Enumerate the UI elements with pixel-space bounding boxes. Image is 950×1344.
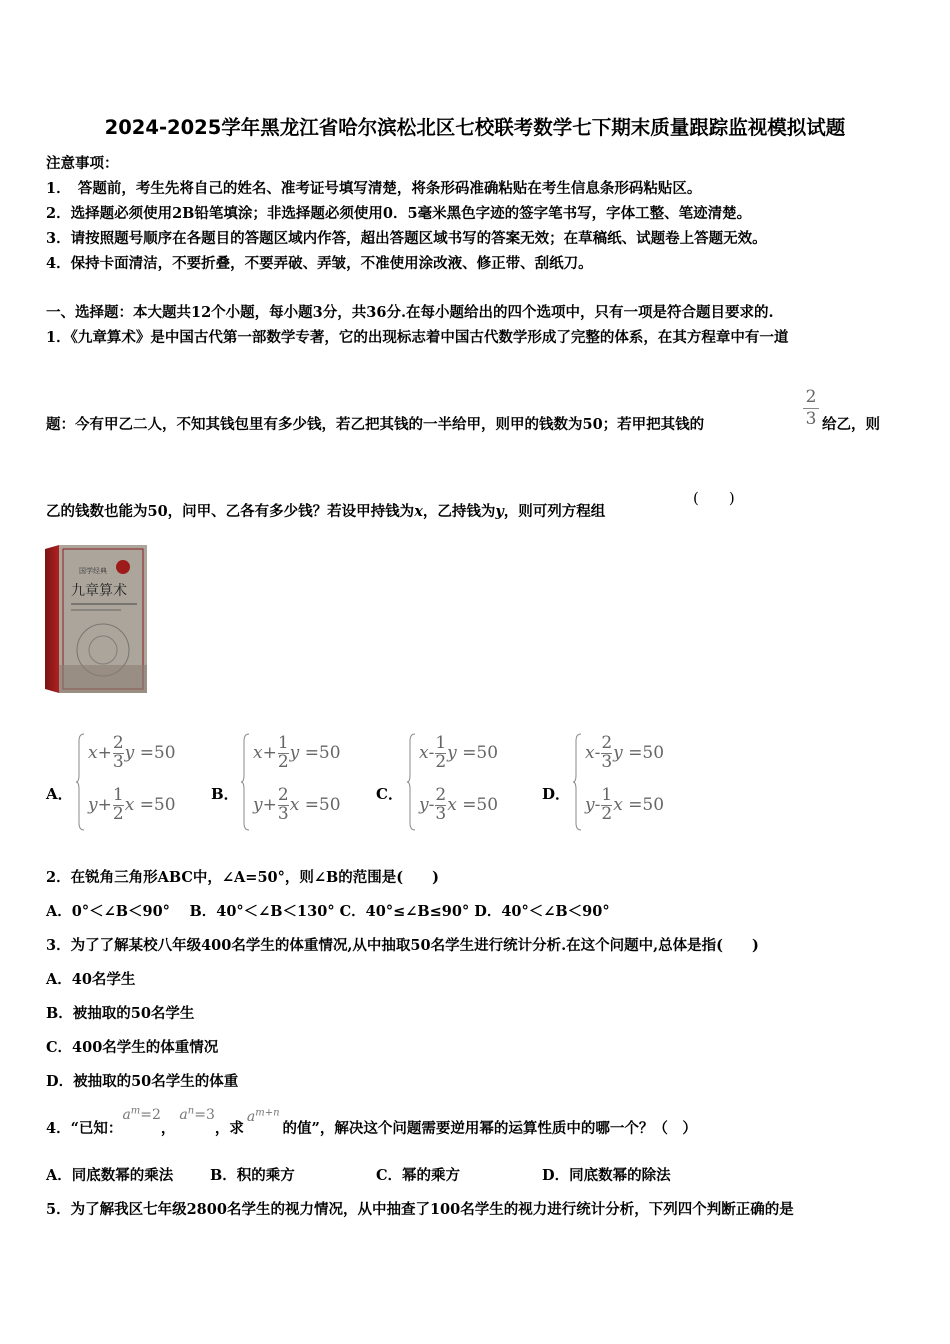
eq-var: y (88, 794, 98, 815)
q2-stem: 2．在锐角三角形ABC中，∠A=50°，则∠B的范围是( ) (46, 869, 440, 886)
notice-heading: 注意事项： (46, 155, 119, 172)
book-series: 国学经典 (79, 567, 107, 575)
eq-frac-den: 3 (435, 803, 447, 824)
eq-var: y (585, 794, 595, 815)
q3-option-b: B．被抽取的50名学生 (46, 1005, 195, 1022)
eq-frac (278, 735, 289, 772)
eq-op: - (428, 794, 435, 815)
eq-frac-num: 2 (601, 733, 613, 753)
eq-op: + (97, 742, 112, 763)
q4-option-d: D．同底数幂的除法 (542, 1167, 671, 1184)
q1-var-y: y (495, 503, 504, 520)
eq-rhs: =50 (462, 794, 499, 815)
eq-rhs: =50 (462, 742, 499, 763)
q4-exp: m+n (255, 1107, 280, 1119)
q4-option-b: B．积的乘方 (210, 1167, 295, 1184)
q1-option-c-system[interactable] (407, 733, 527, 833)
eq-frac-num: 1 (601, 785, 613, 805)
eq-var: y (124, 742, 135, 763)
q4-expr-2 (179, 1107, 214, 1123)
eq-op: - (594, 742, 601, 763)
eq-var: x (613, 794, 623, 815)
q4-rhs: =2 (140, 1107, 161, 1123)
q4-stem (46, 1105, 697, 1138)
eq-frac (113, 735, 124, 772)
q4-exp: m (130, 1105, 141, 1117)
q1-line3 (46, 500, 605, 521)
q1-line3b: ，乙持钱为 (422, 503, 496, 520)
q4-option-c: C．幂的乘方 (376, 1167, 461, 1184)
eq-frac-num: 1 (277, 733, 289, 753)
q4-base: a (246, 1109, 256, 1125)
q4-expr-1 (122, 1107, 160, 1123)
eq-op: + (262, 742, 277, 763)
eq-frac-num: 1 (435, 733, 447, 753)
brace-icon (407, 733, 417, 831)
eq-op: - (594, 794, 601, 815)
q1-frac-den: 3 (803, 408, 819, 429)
eq-frac (113, 787, 124, 824)
q1-line2b: 给乙，则 (822, 416, 880, 433)
eq-frac-num: 2 (112, 733, 124, 753)
notice-item-1: 1． 答题前，考生先将自己的姓名、准考证号填写清楚，将条形码准确粘贴在考生信息条形码粘贴区。 (46, 180, 702, 197)
q3-option-d: D．被抽取的50名学生的体重 (46, 1073, 239, 1090)
brace-icon (241, 733, 251, 831)
q4-mid: ，求 (214, 1120, 244, 1137)
notice-item-2: 2．选择题必须使用2B铅笔填涂；非选择题必须使用0．5毫米黑色字迹的签字笔书写，字体工整、笔迹清楚。 (46, 205, 752, 222)
q1-line1: 1．《九章算术》是中国古代第一部数学专著，它的出现标志着中国古代数学形成了完整的体系，在其方程章中有一道 (46, 329, 789, 346)
eq-var: x (585, 742, 595, 763)
eq-frac (601, 735, 612, 772)
eq-frac (601, 787, 612, 824)
book-cover-image (45, 545, 147, 693)
q1-line3c: ，则可列方程组 (503, 503, 606, 520)
q5-stem: 5．为了解我区七年级2800名学生的视力情况，从中抽查了100名学生的视力进行统计分析，下列四个判断正确的是 (46, 1201, 794, 1218)
q1-fraction (803, 387, 819, 429)
eq-rhs: =50 (139, 742, 176, 763)
q1-option-b-system[interactable] (241, 733, 361, 833)
eq-rhs: =50 (628, 794, 665, 815)
brace-icon (76, 733, 86, 831)
eq-frac-num: 2 (277, 785, 289, 805)
q3-option-a: A．40名学生 (46, 971, 136, 988)
eq-frac-den: 2 (112, 803, 124, 824)
eq-frac-den: 2 (277, 751, 289, 772)
eq-frac (435, 787, 446, 824)
eq-var: y (613, 742, 623, 763)
eq-op: + (97, 794, 112, 815)
eq-frac (278, 787, 289, 824)
eq-var: y (253, 794, 263, 815)
q4-rhs: =3 (194, 1107, 215, 1123)
book-title: 九章算术 (71, 583, 127, 599)
q1-option-d-system[interactable] (573, 733, 693, 833)
q1-line3a: 乙的钱数也能为50，问甲、乙各有多少钱？若设甲持钱为 (46, 503, 415, 520)
q4-base: a (122, 1107, 131, 1123)
q4-pre: 4．“已知： (46, 1120, 123, 1137)
eq-frac-den: 2 (435, 751, 447, 772)
eq-var: x (253, 742, 263, 763)
q1-option-b-label: B． (211, 785, 239, 803)
q4-base: a (179, 1107, 188, 1123)
eq-var: y (447, 742, 457, 763)
q3-stem: 3．为了了解某校八年级400名学生的体重情况,从中抽取50名学生进行统计分析.在这个问题中,总体是指( ) (46, 937, 759, 954)
q1-answer-paren: ( ) (693, 489, 735, 507)
eq-rhs: =50 (304, 794, 341, 815)
eq-frac-den: 3 (277, 803, 289, 824)
eq-var: x (289, 794, 300, 815)
eq-frac-num: 2 (435, 785, 447, 805)
eq-var: y (289, 742, 300, 763)
eq-frac-num: 1 (112, 785, 124, 805)
eq-frac-den: 3 (112, 751, 124, 772)
q4-exp: n (187, 1105, 195, 1117)
q1-option-d-label: D． (542, 785, 571, 803)
eq-op: + (262, 794, 277, 815)
q1-frac-num: 2 (805, 387, 817, 407)
notice-item-4: 4．保持卡面清洁，不要折叠，不要弄破、弄皱，不准使用涂改液、修正带、刮纸刀。 (46, 255, 593, 272)
section-heading: 一、选择题：本大题共12个小题，每小题3分，共36分.在每小题给出的四个选项中，只有一项是符合题目要求的. (46, 304, 774, 321)
eq-var: x (124, 794, 135, 815)
q1-option-a-label: A． (46, 785, 73, 803)
eq-rhs: =50 (139, 794, 176, 815)
eq-var: x (447, 794, 457, 815)
q4-expr-3 (247, 1109, 280, 1125)
page-title: 2024-2025学年黑龙江省哈尔滨松北区七校联考数学七下期末质量跟踪监视模拟试题 (104, 116, 846, 139)
eq-frac-den: 2 (601, 803, 613, 824)
eq-var: y (419, 794, 429, 815)
q4-option-a: A．同底数幂的乘法 (46, 1167, 174, 1184)
notice-item-3: 3．请按照题号顺序在各题目的答题区域内作答，超出答题区域书写的答案无效；在草稿纸、试题卷上答题无效。 (46, 230, 767, 247)
eq-var: x (88, 742, 98, 763)
eq-frac (435, 735, 446, 772)
brace-icon (573, 733, 583, 831)
q3-option-c: C．400名学生的体重情况 (46, 1039, 219, 1056)
q4-post: 的值”，解决这个问题需要逆用幂的运算性质中的哪一个？（ ） (282, 1120, 697, 1137)
q1-option-c-label: C． (376, 785, 403, 803)
q1-option-a-system[interactable] (76, 733, 196, 833)
eq-rhs: =50 (304, 742, 341, 763)
q2-options: A．0°＜∠B＜90° B．40°＜∠B＜130° C．40°≤∠B≤90° D．40°＜∠B＜90° (46, 903, 610, 920)
eq-rhs: =50 (628, 742, 665, 763)
eq-op: - (428, 742, 435, 763)
q4-sep1: ， (160, 1120, 176, 1137)
q1-line2a: 题：今有甲乙二人，不知其钱包里有多少钱，若乙把其钱的一半给甲，则甲的钱数为50；若甲把其钱的 (46, 416, 705, 433)
eq-frac-den: 3 (601, 751, 613, 772)
q1-var-x: x (414, 503, 423, 520)
eq-var: x (419, 742, 429, 763)
